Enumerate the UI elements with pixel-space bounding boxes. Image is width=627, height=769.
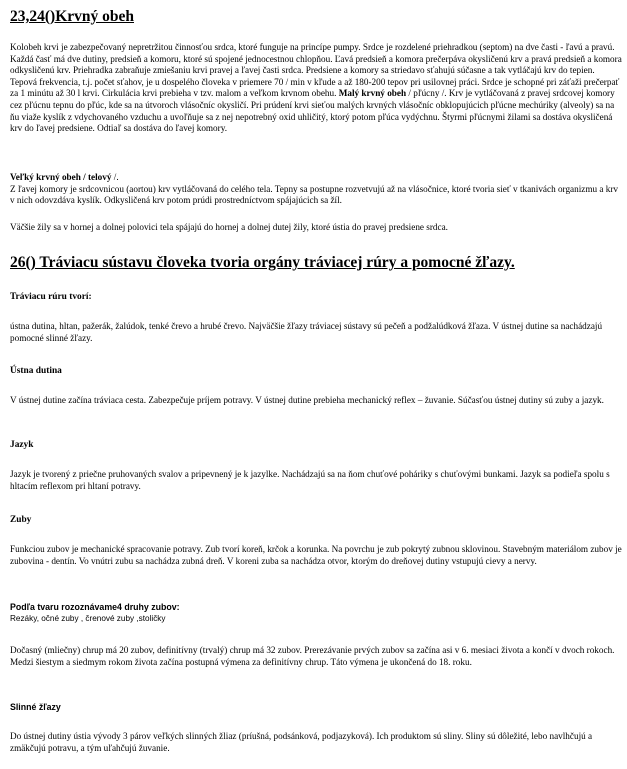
subheading-tongue: Jazyk xyxy=(10,440,34,450)
paragraph-systemic xyxy=(10,172,622,207)
subheading-tooth-types: Podľa tvaru rozoznávame4 druhy zubov: xyxy=(10,602,180,612)
paragraph-heart xyxy=(10,42,622,135)
small-circulation-term: Malý krvný obeh xyxy=(338,88,407,99)
paragraph-dentition: Dočasný (mliečny) chrup má 20 zubov, definitívny (trvalý) chrup má 32 zubov. Prerezávanie prvých zubov sa začína asi v 6. mesiaci života a končí v dvoch rokoch. Medzi šiestym a siedmym rokom života začína postupná výmena za definitívny chrup. Táto výmena je ukončená do 18. roku. xyxy=(10,645,615,667)
section-heading-circulation: 23,24()Krvný obeh xyxy=(10,8,134,25)
paragraph-salivary-glands: Do ústnej dutiny ústia vývody 3 párov veľkých slinných žliaz (príušná, podsánková, podjazyková). Ich produktom sú sliny. Sliny sú dôležité, lebo navlhčujú a zmäkčujú potravu, a tým uľahčujú žuvanie. xyxy=(10,731,593,753)
paragraph-veins: Väčšie žily sa v hornej a dolnej polovici tela spájajú do hornej a dolnej dutej žily, ktoré ústia do pravej predsiene srdca. xyxy=(10,222,448,232)
subheading-digestive-tube: Tráviacu rúru tvorí: xyxy=(10,292,92,302)
subheading-teeth: Zuby xyxy=(10,515,32,525)
systemic-circulation-after: /. xyxy=(113,172,119,182)
paragraph-heart-end: / pľúcny /. Krv je vytláčovaná z pravej srdcovej komory cez pľúcnu tepnu do pľúc, kde sa na útvoroch vlásočníc okysličí. Pri prúdení krvi sieťou malých krvných vlásočníc obklopujúcich pľúcne mechúriky (alveoly) sa na ňu viaže kyslík z vdychovaného vzduchu a uvoľňuje sa z nej nepotrebný oxid uhličitý, ktorý potom pľúca vydýchnu. Štyrmi pľúcnymi žilami sa dostáva okysličená krv do ľavej predsiene. Odtiaľ sa dostáva do ľavej komory. xyxy=(10,88,615,134)
paragraph-tongue: Jazyk je tvorený z priečne pruhovaných svalov a pripevnený je k jazylke. Nachádzajú sa na ňom chuťové poháriky s chuťovými bunkami. Jazyk sa podieľa spolu s hltacím reflexom pri hltaní potravy. xyxy=(10,469,610,491)
systemic-circulation-text: Z ľavej komory je srdcovnicou (aortou) krv vytláčovaná do celého tela. Tepny sa postupne rozvetvujú až na vlásočnice, ktoré tvoria sieť v tkanivách organizmu a krv v nich odovzdáva kyslík. Odkysličená krv potom prúdi prostredníctvom spájajúcich sa žíl. xyxy=(10,183,618,206)
tooth-types-list: Rezáky, očné zuby , črenové zuby ,stoličky xyxy=(10,614,166,623)
paragraph-teeth: Funkciou zubov je mechanické spracovanie potravy. Zub tvorí koreň, krčok a korunka. Na povrchu je zub pokrytý zubnou sklovinou. Stavebným materiálom zubov je zubovina - dentín. Vo vnútri zubu sa nachádza zubná dreň. V koreni zuba sa nachádza otvor, ktorým do dreňovej dutiny vstupujú cievy a nervy. xyxy=(10,544,622,566)
subheading-oral-cavity: Ústna dutina xyxy=(10,366,62,376)
section-heading-digestion: 26() Tráviacu sústavu človeka tvoria orgány tráviacej rúry a pomocné žľazy. xyxy=(10,254,515,271)
paragraph-heart-text: Kolobeh krvi je zabezpečovaný nepretržitou činnosťou srdca, ktoré funguje na princípe pumpy. Srdce je rozdelené priehradkou (septom) na dve časti - ľavú a pravú. Každá časť má dve dutiny, predsieň a komoru, ktoré sú spojené jednocestnou chlopňou. Ľavá predsieň a komora prečerpáva okysličenú krv a pravá predsieň a komora odkysličenú krv. Priehradka zabraňuje zmiešaniu krvi pravej a ľavej časti srdca. Predsiene a komory sa striedavo sťahujú súčasne a tak vytláčajú krv do tepien. Tepová frekvencia, t.j. počet sťahov, je u dospelého človeka v priemere 70 / min v kľude a až 180-200 tepov pri usilovnej práci. Srdce je schopné pri záťaži prečerpať za 1 minútu až 30 l krvi. Cirkulácia krvi prebieha v tzv. malom a veľkom krvnom obehu. xyxy=(10,42,622,99)
paragraph-oral-cavity: V ústnej dutine začína tráviaca cesta. Zabezpečuje príjem potravy. V ústnej dutine prebieha mechanický reflex – žuvanie. Súčasťou ústnej dutiny sú zuby a jazyk. xyxy=(10,395,604,405)
paragraph-digestive-tube: ústna dutina, hltan, pažerák, žalúdok, tenké črevo a hrubé črevo. Najväčšie žľazy tráviacej sústavy sú pečeň a podžalúdková žľaza. V ústnej dutine sa nachádzajú pomocné slinné žľazy. xyxy=(10,321,603,343)
subheading-salivary-glands: Slinné žľazy xyxy=(10,702,61,712)
systemic-circulation-term: Veľký krvný obeh / telový xyxy=(10,172,112,182)
